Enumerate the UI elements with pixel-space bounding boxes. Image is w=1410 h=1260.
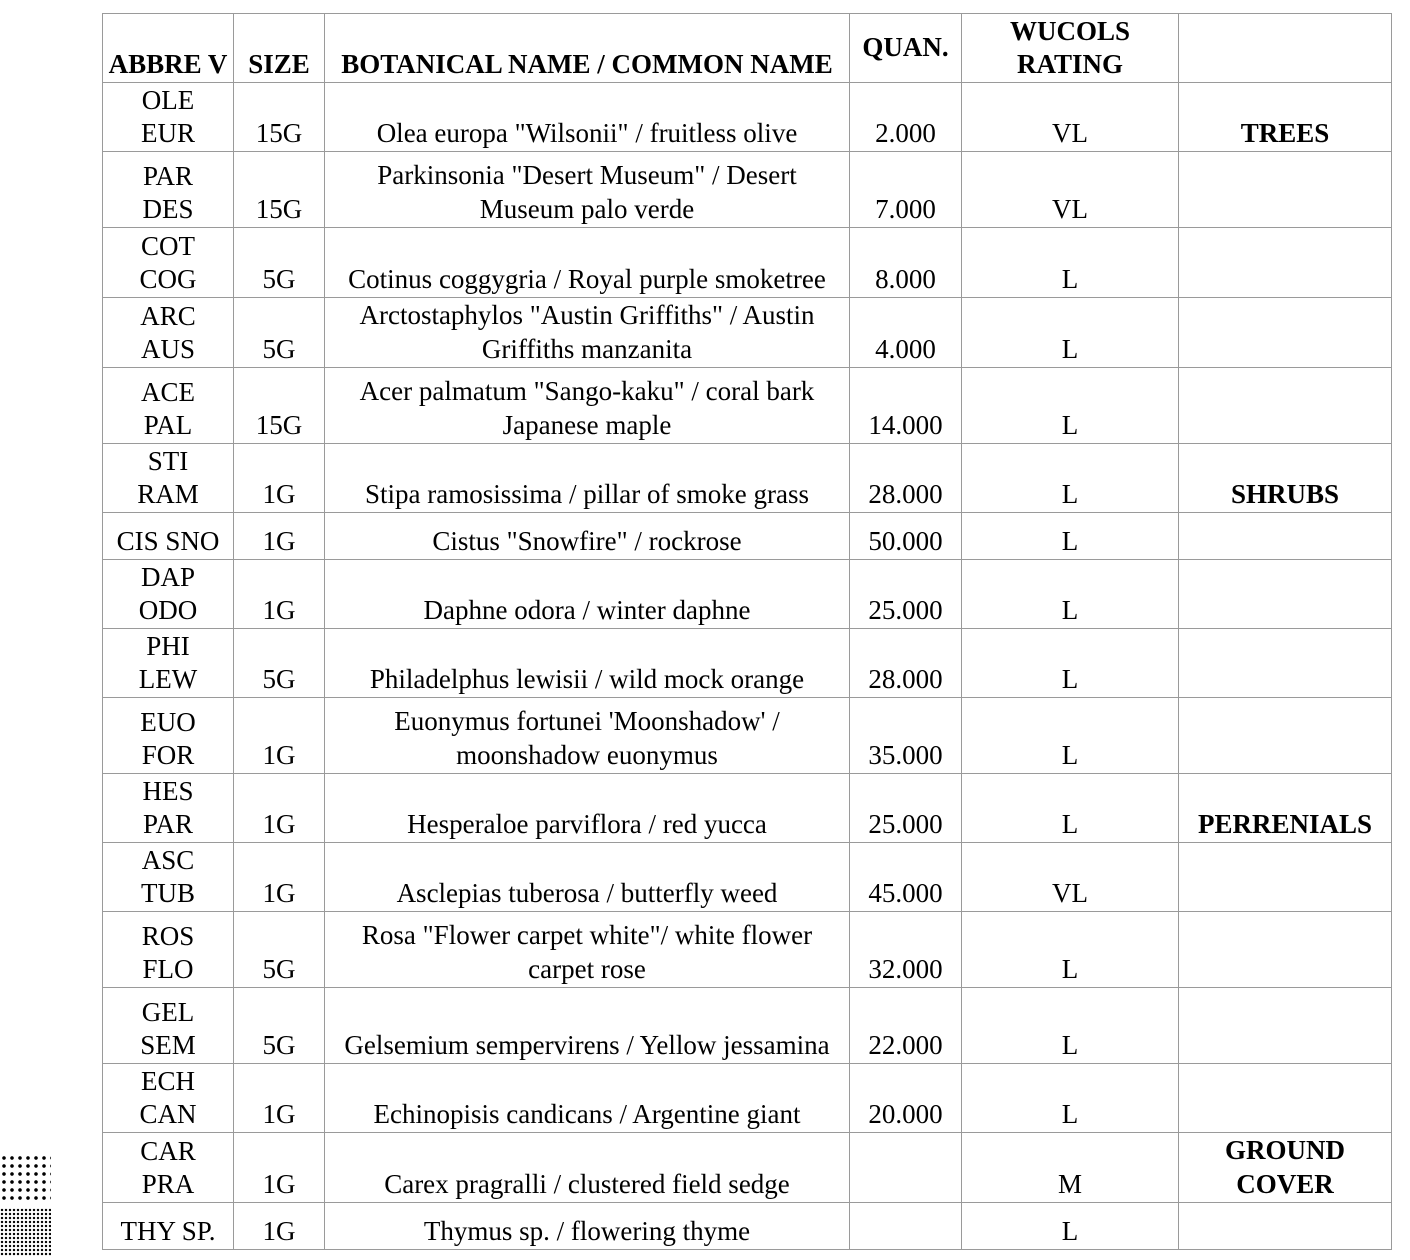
size-cell: 1G bbox=[234, 1203, 325, 1250]
size-cell: 5G bbox=[234, 298, 325, 368]
abbrev-line-1: THY SP. bbox=[120, 1216, 216, 1246]
quantity-cell: 7.000 bbox=[850, 152, 962, 228]
abbrev-cell bbox=[103, 1133, 234, 1203]
abbrev-line-2: PAL bbox=[143, 410, 193, 440]
abbrev-line-2: ODO bbox=[138, 595, 198, 625]
wucols-rating-cell: L bbox=[962, 698, 1179, 774]
abbrev-line-1: ROS bbox=[141, 921, 195, 951]
wucols-rating-cell: VL bbox=[962, 83, 1179, 152]
table-row bbox=[103, 774, 1392, 843]
size-cell: 15G bbox=[234, 152, 325, 228]
size-cell: 1G bbox=[234, 698, 325, 774]
table-row bbox=[103, 1064, 1392, 1133]
size-cell: 15G bbox=[234, 368, 325, 444]
table-row bbox=[103, 368, 1392, 444]
abbrev-line-2: FOR bbox=[141, 740, 195, 770]
abbrev-cell bbox=[103, 228, 234, 298]
wucols-rating-cell: L bbox=[962, 444, 1179, 513]
wucols-rating-cell: L bbox=[962, 560, 1179, 629]
wucols-rating-cell: L bbox=[962, 228, 1179, 298]
quantity-cell: 14.000 bbox=[850, 368, 962, 444]
table-row bbox=[103, 1133, 1392, 1203]
quantity-cell: 28.000 bbox=[850, 444, 962, 513]
category-label: GROUND COVER bbox=[1179, 1133, 1392, 1203]
botanical-name-cell: Parkinsonia "Desert Museum" / Desert Museum palo verde bbox=[325, 152, 850, 228]
table-row bbox=[103, 513, 1392, 560]
abbrev-line-1: OLE bbox=[141, 85, 195, 115]
table-row bbox=[103, 560, 1392, 629]
abbrev-cell bbox=[103, 912, 234, 988]
quantity-cell: 8.000 bbox=[850, 228, 962, 298]
abbrev-line-1: ECH bbox=[141, 1066, 195, 1096]
abbrev-cell bbox=[103, 444, 234, 513]
botanical-name-cell: Olea europa "Wilsonii" / fruitless olive bbox=[325, 83, 850, 152]
botanical-name-cell: Asclepias tuberosa / butterfly weed bbox=[325, 843, 850, 912]
botanical-name-cell: Philadelphus lewisii / wild mock orange bbox=[325, 629, 850, 698]
wucols-rating-cell: L bbox=[962, 368, 1179, 444]
category-label bbox=[1179, 1064, 1392, 1133]
botanical-name-cell: Daphne odora / winter daphne bbox=[325, 560, 850, 629]
header-name: BOTANICAL NAME / COMMON NAME bbox=[325, 14, 850, 83]
quantity-cell: 4.000 bbox=[850, 298, 962, 368]
botanical-name-cell: Acer palmatum "Sango-kaku" / coral bark Japanese maple bbox=[325, 368, 850, 444]
botanical-name-cell: Arctostaphylos "Austin Griffiths" / Austin Griffiths manzanita bbox=[325, 298, 850, 368]
abbrev-line-2: EUR bbox=[141, 118, 195, 148]
quantity-cell bbox=[850, 1133, 962, 1203]
abbrev-line-2: RAM bbox=[137, 479, 199, 509]
abbrev-cell bbox=[103, 513, 234, 560]
category-label bbox=[1179, 298, 1392, 368]
wucols-rating-cell: M bbox=[962, 1133, 1179, 1203]
header-row bbox=[103, 14, 1392, 83]
fine-dot-hatch-icon bbox=[0, 1208, 51, 1256]
size-cell: 1G bbox=[234, 1064, 325, 1133]
table-row bbox=[103, 988, 1392, 1064]
table-row bbox=[103, 912, 1392, 988]
size-cell: 5G bbox=[234, 228, 325, 298]
wucols-rating-cell: VL bbox=[962, 152, 1179, 228]
abbrev-line-1: ASC bbox=[141, 845, 195, 875]
category-label bbox=[1179, 698, 1392, 774]
abbrev-line-2: AUS bbox=[140, 334, 195, 364]
quantity-cell: 50.000 bbox=[850, 513, 962, 560]
botanical-name-cell: Gelsemium sempervirens / Yellow jessamina bbox=[325, 988, 850, 1064]
abbrev-cell bbox=[103, 988, 234, 1064]
wucols-rating-cell: L bbox=[962, 912, 1179, 988]
category-label: SHRUBS bbox=[1179, 444, 1392, 513]
category-label bbox=[1179, 368, 1392, 444]
quantity-cell: 32.000 bbox=[850, 912, 962, 988]
category-label bbox=[1179, 988, 1392, 1064]
plant-schedule-table bbox=[102, 13, 1392, 1250]
size-cell: 5G bbox=[234, 912, 325, 988]
abbrev-cell bbox=[103, 1203, 234, 1250]
abbrev-cell bbox=[103, 1064, 234, 1133]
abbrev-line-2: TUB bbox=[141, 878, 195, 908]
abbrev-cell bbox=[103, 152, 234, 228]
quantity-cell: 22.000 bbox=[850, 988, 962, 1064]
abbrev-line-1: PHI bbox=[146, 631, 190, 661]
quantity-cell: 28.000 bbox=[850, 629, 962, 698]
abbrev-line-2: LEW bbox=[138, 664, 198, 694]
category-label bbox=[1179, 228, 1392, 298]
wucols-rating-cell: L bbox=[962, 629, 1179, 698]
abbrev-cell bbox=[103, 843, 234, 912]
size-cell: 1G bbox=[234, 560, 325, 629]
abbrev-line-2: PAR bbox=[142, 809, 194, 839]
category-label: PERRENIALS bbox=[1179, 774, 1392, 843]
abbrev-line-1: CIS SNO bbox=[116, 526, 220, 556]
wucols-rating-cell: L bbox=[962, 774, 1179, 843]
abbrev-cell bbox=[103, 83, 234, 152]
abbrev-line-2: FLO bbox=[142, 954, 194, 984]
quantity-cell: 25.000 bbox=[850, 774, 962, 843]
wucols-rating-cell: L bbox=[962, 988, 1179, 1064]
botanical-name-cell: Carex pragralli / clustered field sedge bbox=[325, 1133, 850, 1203]
table-row bbox=[103, 298, 1392, 368]
botanical-name-cell: Hesperaloe parviflora / red yucca bbox=[325, 774, 850, 843]
quantity-cell: 35.000 bbox=[850, 698, 962, 774]
size-cell: 1G bbox=[234, 513, 325, 560]
header-size: SIZE bbox=[234, 14, 325, 83]
abbrev-line-1: DAP bbox=[140, 562, 195, 592]
size-cell: 15G bbox=[234, 83, 325, 152]
category-label bbox=[1179, 912, 1392, 988]
category-label bbox=[1179, 560, 1392, 629]
abbrev-cell bbox=[103, 368, 234, 444]
table-row bbox=[103, 629, 1392, 698]
quantity-cell bbox=[850, 1203, 962, 1250]
wucols-rating-cell: L bbox=[962, 1203, 1179, 1250]
abbrev-line-2: COG bbox=[139, 264, 197, 294]
category-label bbox=[1179, 843, 1392, 912]
category-label bbox=[1179, 513, 1392, 560]
header-wucols: WUCOLS RATING bbox=[962, 14, 1179, 83]
abbrev-line-2: DES bbox=[142, 194, 194, 224]
table-row bbox=[103, 83, 1392, 152]
table-row bbox=[103, 1203, 1392, 1250]
quantity-cell: 20.000 bbox=[850, 1064, 962, 1133]
size-cell: 5G bbox=[234, 629, 325, 698]
abbrev-line-1: ARC bbox=[140, 301, 196, 331]
botanical-name-cell: Echinopisis candicans / Argentine giant bbox=[325, 1064, 850, 1133]
abbrev-cell bbox=[103, 560, 234, 629]
table-row bbox=[103, 228, 1392, 298]
quantity-cell: 2.000 bbox=[850, 83, 962, 152]
abbrev-line-1: HES bbox=[142, 776, 194, 806]
abbrev-line-2: PRA bbox=[141, 1169, 195, 1199]
abbrev-line-1: EUO bbox=[140, 707, 196, 737]
abbrev-line-1: STI bbox=[147, 446, 189, 476]
botanical-name-cell: Thymus sp. / flowering thyme bbox=[325, 1203, 850, 1250]
abbrev-cell bbox=[103, 698, 234, 774]
botanical-name-cell: Stipa ramosissima / pillar of smoke grass bbox=[325, 444, 850, 513]
botanical-name-cell: Rosa "Flower carpet white"/ white flower carpet rose bbox=[325, 912, 850, 988]
table-row bbox=[103, 444, 1392, 513]
table-row bbox=[103, 843, 1392, 912]
abbrev-line-1: PAR bbox=[142, 161, 194, 191]
quantity-cell: 45.000 bbox=[850, 843, 962, 912]
category-label bbox=[1179, 1203, 1392, 1250]
abbrev-line-2: SEM bbox=[140, 1030, 196, 1060]
category-label bbox=[1179, 629, 1392, 698]
botanical-name-cell: Cotinus coggygria / Royal purple smoketree bbox=[325, 228, 850, 298]
wucols-rating-cell: L bbox=[962, 298, 1179, 368]
header-category bbox=[1179, 14, 1392, 83]
size-cell: 1G bbox=[234, 774, 325, 843]
wucols-rating-cell: VL bbox=[962, 843, 1179, 912]
category-label bbox=[1179, 152, 1392, 228]
header-quan: QUAN. bbox=[850, 14, 962, 83]
size-cell: 5G bbox=[234, 988, 325, 1064]
abbrev-line-2: CAN bbox=[139, 1099, 197, 1129]
abbrev-line-1: GEL bbox=[141, 997, 195, 1027]
botanical-name-cell: Euonymus fortunei 'Moonshadow' / moonshadow euonymus bbox=[325, 698, 850, 774]
abbrev-cell bbox=[103, 298, 234, 368]
header-abbrev: ABBRE V bbox=[103, 14, 234, 83]
size-cell: 1G bbox=[234, 444, 325, 513]
abbrev-line-1: ACE bbox=[141, 377, 195, 407]
table-row bbox=[103, 152, 1392, 228]
plant-rows bbox=[103, 83, 1392, 1250]
abbrev-line-1: COT bbox=[141, 231, 195, 261]
quantity-cell: 25.000 bbox=[850, 560, 962, 629]
abbrev-cell bbox=[103, 774, 234, 843]
dotted-hatch-icon bbox=[0, 1154, 51, 1202]
table-row bbox=[103, 698, 1392, 774]
wucols-rating-cell: L bbox=[962, 1064, 1179, 1133]
size-cell: 1G bbox=[234, 1133, 325, 1203]
size-cell: 1G bbox=[234, 843, 325, 912]
category-label: TREES bbox=[1179, 83, 1392, 152]
botanical-name-cell: Cistus "Snowfire" / rockrose bbox=[325, 513, 850, 560]
abbrev-line-1: CAR bbox=[140, 1136, 196, 1166]
abbrev-cell bbox=[103, 629, 234, 698]
wucols-rating-cell: L bbox=[962, 513, 1179, 560]
